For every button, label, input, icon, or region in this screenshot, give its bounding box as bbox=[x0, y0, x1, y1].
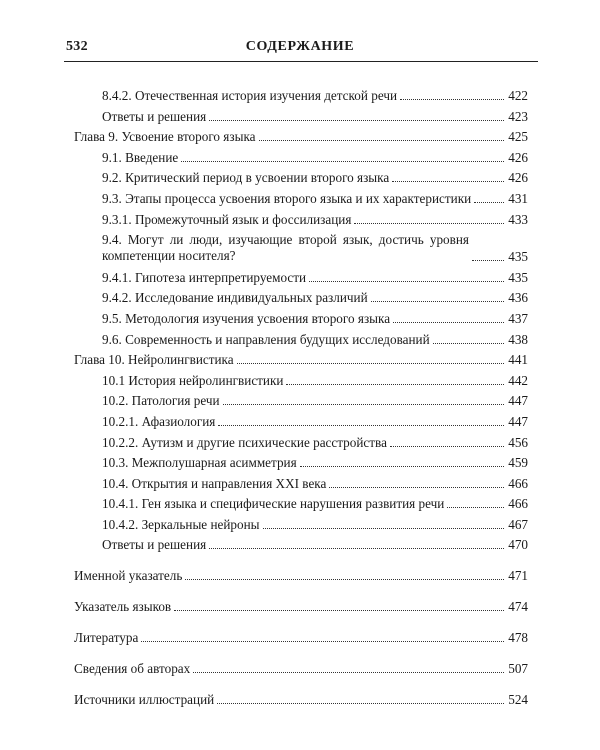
dot-leader bbox=[286, 384, 504, 385]
toc-entry-page: 422 bbox=[508, 88, 528, 103]
toc-entry[interactable] bbox=[74, 537, 528, 552]
toc-entry[interactable] bbox=[74, 332, 528, 347]
toc-entry-page: 471 bbox=[508, 568, 528, 584]
toc-entry[interactable] bbox=[74, 414, 528, 429]
toc-entry-page: 423 bbox=[508, 108, 528, 124]
toc-entry-title: 9.4.1. Гипотеза интерпретируемости bbox=[102, 269, 307, 285]
toc-entry-page: 436 bbox=[508, 290, 528, 306]
toc-entry-page: 524 bbox=[508, 692, 528, 708]
toc-entry[interactable] bbox=[74, 290, 528, 305]
page-number: 532 bbox=[66, 39, 88, 54]
toc-entry-title: 10.4.2. Зеркальные нейроны bbox=[102, 516, 260, 532]
dot-leader bbox=[354, 223, 504, 224]
toc-entry[interactable] bbox=[74, 150, 528, 165]
toc-backmatter-entry[interactable] bbox=[74, 568, 528, 583]
toc-entry-title: 9.1. Введение bbox=[102, 149, 179, 165]
toc-entry-title: 9.4. Могут ли люди, изучающие второй язык, достичь уровня компетенции носителя? bbox=[102, 232, 469, 264]
toc-entry-title: 9.3.1. Промежуточный язык и фоссилизация bbox=[102, 211, 352, 227]
toc-entry[interactable] bbox=[74, 191, 528, 206]
toc-entry-page: 425 bbox=[508, 129, 528, 145]
toc-entry-page: 507 bbox=[508, 661, 528, 677]
toc-entry-title: 9.2. Критический период в усвоении второго языка bbox=[102, 170, 390, 186]
dot-leader bbox=[390, 446, 504, 447]
dot-leader bbox=[223, 404, 504, 405]
toc-entry-page: 466 bbox=[508, 475, 528, 491]
header-rule bbox=[64, 61, 538, 62]
toc-entry-title: Указатель языков bbox=[74, 599, 172, 615]
toc-entry-title: 10.2. Патология речи bbox=[102, 393, 220, 409]
toc-entry-title: 10.3. Межполушарная асимметрия bbox=[102, 455, 297, 471]
dot-leader bbox=[300, 466, 504, 467]
toc-entry-title: 10.2.1. Афазиология bbox=[102, 413, 216, 429]
dot-leader bbox=[447, 507, 504, 508]
dot-leader bbox=[217, 703, 504, 704]
dot-leader bbox=[218, 425, 504, 426]
toc-entry-title: Именной указатель bbox=[74, 568, 183, 584]
toc-entry[interactable] bbox=[74, 270, 528, 285]
toc-entry-title: 9.5. Методология изучения усвоения второго языка bbox=[102, 310, 391, 326]
toc-entry-page: 431 bbox=[508, 190, 528, 206]
toc-entry-page: 426 bbox=[508, 170, 528, 186]
dot-leader bbox=[400, 99, 504, 100]
dot-leader bbox=[433, 343, 504, 344]
dot-leader bbox=[259, 140, 504, 141]
toc-entry-title: Ответы и решения bbox=[102, 537, 207, 553]
toc-entry-page: 456 bbox=[508, 434, 528, 450]
toc-entry-title: Источники иллюстраций bbox=[74, 692, 215, 708]
dot-leader bbox=[185, 579, 504, 580]
dot-leader bbox=[371, 301, 504, 302]
dot-leader bbox=[329, 487, 504, 488]
toc-entry[interactable] bbox=[74, 232, 528, 264]
toc-entry[interactable] bbox=[74, 455, 528, 470]
toc-backmatter-entry[interactable] bbox=[74, 661, 528, 676]
dot-leader bbox=[174, 610, 504, 611]
toc-entry-title: 9.4.2. Исследование индивидуальных различий bbox=[102, 290, 368, 306]
toc-entry[interactable] bbox=[74, 212, 528, 227]
toc-entry-page: 478 bbox=[508, 630, 528, 646]
dot-leader bbox=[209, 548, 504, 549]
toc-chapter-entry[interactable] bbox=[74, 129, 528, 144]
dot-leader bbox=[309, 281, 504, 282]
toc-entry-page: 433 bbox=[508, 211, 528, 227]
toc-entry[interactable] bbox=[74, 170, 528, 185]
toc-entry-page: 437 bbox=[508, 310, 528, 326]
dot-leader bbox=[393, 322, 504, 323]
toc-entry-page: 426 bbox=[508, 149, 528, 165]
dot-leader bbox=[181, 161, 504, 162]
toc-entry-page: 435 bbox=[508, 249, 528, 265]
dot-leader bbox=[141, 641, 504, 642]
toc-entry-title: Сведения об авторах bbox=[74, 661, 191, 677]
toc-entry-page: 447 bbox=[508, 393, 528, 409]
toc-entry[interactable] bbox=[74, 393, 528, 408]
toc-entry-title: 8.4.2. Отечественная история изучения детской речи bbox=[102, 88, 398, 103]
dot-leader bbox=[237, 363, 504, 364]
toc-entry-page: 447 bbox=[508, 413, 528, 429]
toc-entry-page: 438 bbox=[508, 331, 528, 347]
toc-entry-page: 466 bbox=[508, 496, 528, 512]
toc-entry-page: 467 bbox=[508, 516, 528, 532]
toc-entry[interactable] bbox=[74, 496, 528, 511]
toc-entry-title: 10.1 История нейролингвистики bbox=[102, 372, 284, 388]
toc-entry[interactable] bbox=[74, 109, 528, 124]
toc-entry-page: 459 bbox=[508, 455, 528, 471]
toc-entry-title: Ответы и решения bbox=[102, 108, 207, 124]
toc-entry-page: 441 bbox=[508, 352, 528, 368]
toc-entry-title: Литература bbox=[74, 630, 139, 646]
toc-entry-title: 10.2.2. Аутизм и другие психические расстройства bbox=[102, 434, 387, 450]
dot-leader bbox=[472, 260, 504, 261]
dot-leader bbox=[263, 528, 504, 529]
table-of-contents bbox=[74, 88, 528, 713]
dot-leader bbox=[474, 202, 504, 203]
toc-entry-page: 474 bbox=[508, 599, 528, 615]
toc-entry-title: 9.6. Современность и направления будущих исследований bbox=[102, 331, 430, 347]
running-title: СОДЕРЖАНИЕ bbox=[245, 39, 355, 54]
toc-entry-page: 435 bbox=[508, 269, 528, 285]
dot-leader bbox=[193, 672, 504, 673]
toc-chapter-entry[interactable] bbox=[74, 352, 528, 367]
toc-entry-title: 10.4. Открытия и направления XXI века bbox=[102, 475, 327, 491]
dot-leader bbox=[392, 181, 504, 182]
toc-entry[interactable] bbox=[74, 517, 528, 532]
toc-entry[interactable] bbox=[74, 88, 528, 103]
toc-entry-title: Глава 10. Нейролингвистика bbox=[74, 352, 234, 368]
toc-entry-page: 442 bbox=[508, 372, 528, 388]
toc-entry[interactable] bbox=[74, 476, 528, 491]
toc-entry[interactable] bbox=[74, 311, 528, 326]
toc-entry[interactable] bbox=[74, 373, 528, 388]
toc-entry-title: 10.4.1. Ген языка и специфические нарушения развития речи bbox=[102, 496, 445, 512]
toc-backmatter-entry[interactable] bbox=[74, 692, 528, 707]
toc-entry-title: Глава 9. Усвоение второго языка bbox=[74, 129, 256, 145]
toc-backmatter-entry[interactable] bbox=[74, 630, 528, 645]
toc-backmatter-entry[interactable] bbox=[74, 599, 528, 614]
toc-entry-title: 9.3. Этапы процесса усвоения второго языка и их характеристики bbox=[102, 190, 472, 206]
toc-entry[interactable] bbox=[74, 435, 528, 450]
toc-entry-page: 470 bbox=[508, 537, 528, 553]
dot-leader bbox=[209, 120, 504, 121]
